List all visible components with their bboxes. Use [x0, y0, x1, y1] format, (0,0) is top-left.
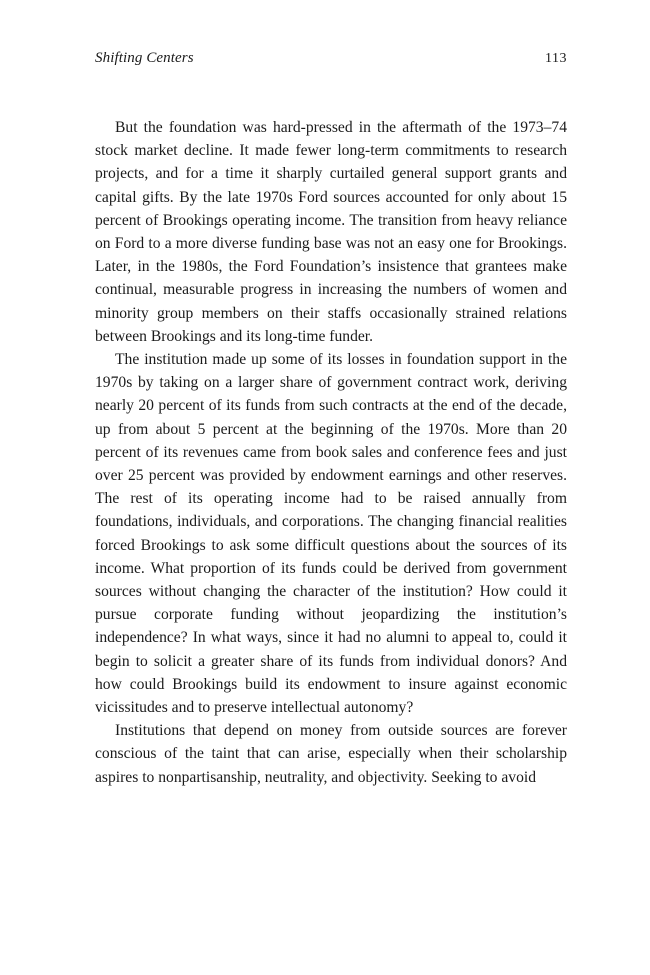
paragraph-1: But the foundation was hard-pressed in the aftermath of the 1973–74 stock market decline. It made fewer long-term commitments to research projects, and for a time it sharply curtailed general support grants and capital gifts. By the late 1970s Ford sources accounted for only about 15 percent of Brookings operating income. The transition from heavy reliance on Ford to a more diverse funding base was not an easy one for Brookings. Later, in the 1980s, the Ford Foundation’s insistence that grantees make continual, measurable progress in increasing the numbers of women and minority group members on their staffs occasionally strained relations between Brookings and its long-time funder. — [95, 119, 567, 345]
running-title: Shifting Centers — [95, 50, 194, 66]
body-text — [95, 116, 567, 789]
running-head — [95, 50, 567, 72]
paragraph-3: Institutions that depend on money from outside sources are forever conscious of the taint that can arise, especially when their scholarship aspires to nonpartisanship, neutrality, and objectivity. Seeking to avoid — [95, 722, 567, 786]
page-number: 113 — [545, 51, 567, 66]
paragraph-2: The institution made up some of its losses in foundation support in the 1970s by taking on a larger share of government contract work, deriving nearly 20 percent of its funds from such contracts at the end of the decade, up from about 5 percent at the beginning of the 1970s. More than 20 percent of its revenues came from book sales and conference fees and just over 25 percent was provided by endowment earnings and other reserves. The rest of its operating income had to be raised annually from foundations, individuals, and corporations. The changing financial realities forced Brookings to ask some difficult questions about the sources of its income. What proportion of its funds could be derived from government sources without changing the character of the institution? How could it pursue corporate funding without jeopardizing the institution’s independence? In what ways, since it had no alumni to appeal to, could it begin to solicit a greater share of its funds from individual donors? And how could Brookings build its endowment to insure against economic vicissitudes and to preserve intellectual autonomy? — [95, 351, 567, 717]
